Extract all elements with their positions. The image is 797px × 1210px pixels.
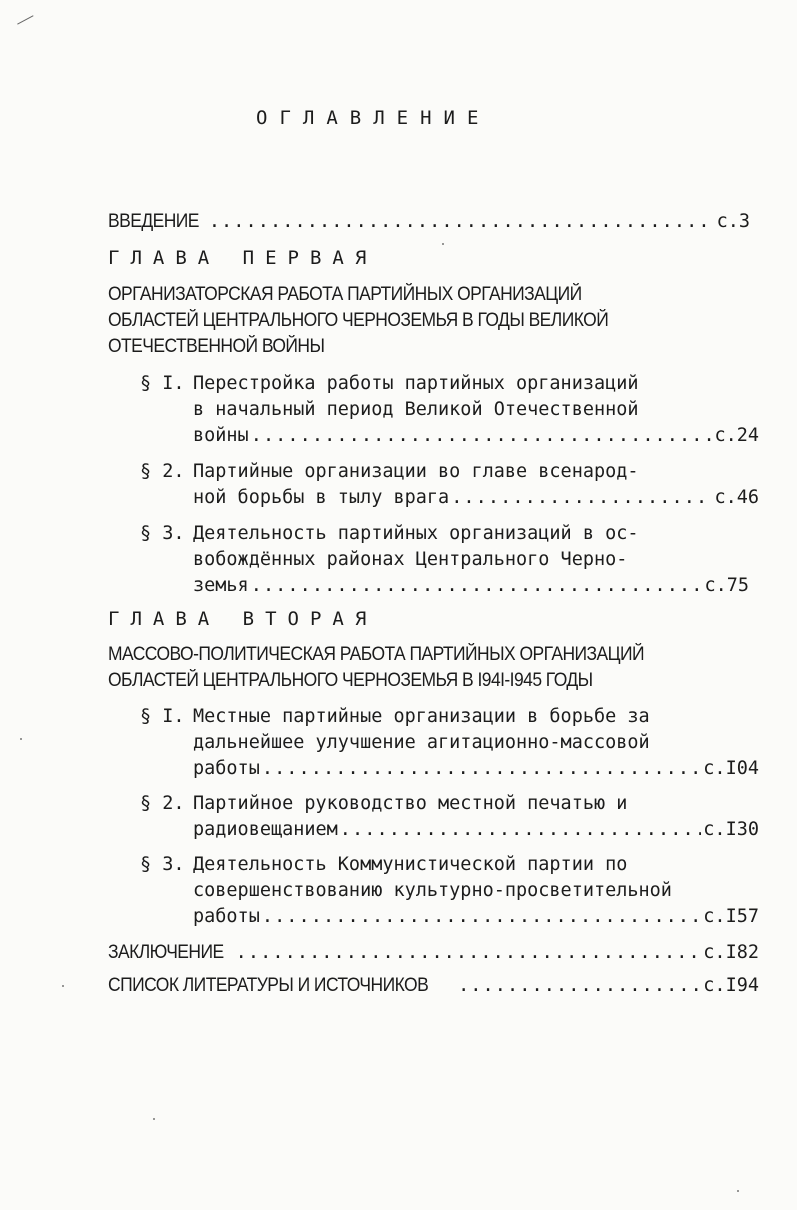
section-number: § I. <box>140 706 185 727</box>
toc-entry-section[interactable] <box>193 423 759 449</box>
leader-dots <box>236 940 702 966</box>
section-line: работы <box>193 758 260 779</box>
leader-dots <box>262 904 701 930</box>
toc-page-number: с.75 <box>704 575 749 596</box>
chapter-heading: ГЛАВА ВТОРАЯ <box>108 608 378 630</box>
scan-speck <box>153 1118 155 1120</box>
toc-entry-label: ЗАКЛЮЧЕНИЕ <box>108 942 224 963</box>
toc-page-number: с.24 <box>714 425 759 446</box>
toc-entry-section[interactable] <box>193 904 759 930</box>
toc-entry-label: ВВЕДЕНИЕ <box>108 211 199 232</box>
section-line: совершенствованию культурно-просветительной <box>193 880 672 901</box>
toc-page-number: с.I57 <box>703 906 759 927</box>
toc-page-number: с.I94 <box>703 975 759 996</box>
leader-dots <box>251 573 703 599</box>
toc-page-number: с.I04 <box>703 758 759 779</box>
scan-speck <box>62 985 64 987</box>
section-number: § 2. <box>140 793 185 814</box>
section-number: § I. <box>140 373 185 394</box>
section-line: радиовещанием <box>193 819 338 840</box>
section-line: в начальный период Великой Отечественной <box>193 399 639 420</box>
scan-speck <box>737 1190 739 1192</box>
toc-entry-section[interactable] <box>193 573 749 599</box>
toc-page-number: с.3 <box>716 211 750 232</box>
section-line: Деятельность Коммунистической партии по <box>193 854 628 875</box>
leader-dots <box>251 423 713 449</box>
scan-speck <box>442 243 444 245</box>
leader-dots <box>209 209 715 235</box>
section-line: работы <box>193 906 260 927</box>
toc-entry-section[interactable] <box>193 756 759 782</box>
toc-page-number: с.I30 <box>703 819 759 840</box>
section-line: вобождённых районах Центрального Черно- <box>193 549 628 570</box>
leader-dots <box>262 756 701 782</box>
chapter-heading: ГЛАВА ПЕРВАЯ <box>108 247 378 269</box>
page-title: ОГЛАВЛЕНИЕ <box>256 107 491 129</box>
section-line: Деятельность партийных организаций в ос- <box>193 523 639 544</box>
toc-page-number: с.I82 <box>703 942 759 963</box>
toc-entry-section[interactable] <box>193 485 759 511</box>
section-number: § 3. <box>140 854 185 875</box>
toc-entry-conclusion[interactable] <box>108 940 759 966</box>
scan-speck <box>20 738 22 740</box>
leader-dots <box>451 485 712 511</box>
chapter-title-line: ОРГАНИЗАТОРСКАЯ РАБОТА ПАРТИЙНЫХ ОРГАНИЗАЦИЙ <box>108 284 582 305</box>
toc-entry-intro[interactable] <box>108 209 750 235</box>
chapter-title-line: ОБЛАСТЕЙ ЦЕНТРАЛЬНОГО ЧЕРНОЗЕМЬЯ В I94I-I945 ГОДЫ <box>108 670 593 691</box>
section-number: § 3. <box>140 523 185 544</box>
section-line: Местные партийные организации в борьбе за <box>193 706 650 727</box>
pencil-mark <box>12 6 33 24</box>
toc-entry-bibliography[interactable] <box>108 973 759 999</box>
section-line: Перестройка работы партийных организаций <box>193 373 639 394</box>
section-line: Партийное руководство местной печатью и <box>193 793 628 814</box>
section-line: земья <box>193 575 249 596</box>
toc-entry-section[interactable] <box>193 817 759 843</box>
section-line: ной борьбы в тылу врага <box>193 487 450 508</box>
chapter-title-line: ОБЛАСТЕЙ ЦЕНТРАЛЬНОГО ЧЕРНОЗЕМЬЯ В ГОДЫ ВЕЛИКОЙ <box>108 310 609 331</box>
toc-page-number: с.46 <box>714 487 759 508</box>
leader-dots <box>458 973 701 999</box>
chapter-title-line: ОТЕЧЕСТВЕННОЙ ВОЙНЫ <box>108 336 325 357</box>
section-number: § 2. <box>140 461 185 482</box>
toc-entry-label: СПИСОК ЛИТЕРАТУРЫ И ИСТОЧНИКОВ <box>108 975 429 996</box>
chapter-title-line: МАССОВО-ПОЛИТИЧЕСКАЯ РАБОТА ПАРТИЙНЫХ ОРГАНИЗАЦИЙ <box>108 644 645 665</box>
section-line: войны <box>193 425 249 446</box>
leader-dots <box>340 817 702 843</box>
section-line: дальнейшее улучшение агитационно-массовой <box>193 732 650 753</box>
section-line: Партийные организации во главе всенарод- <box>193 461 639 482</box>
